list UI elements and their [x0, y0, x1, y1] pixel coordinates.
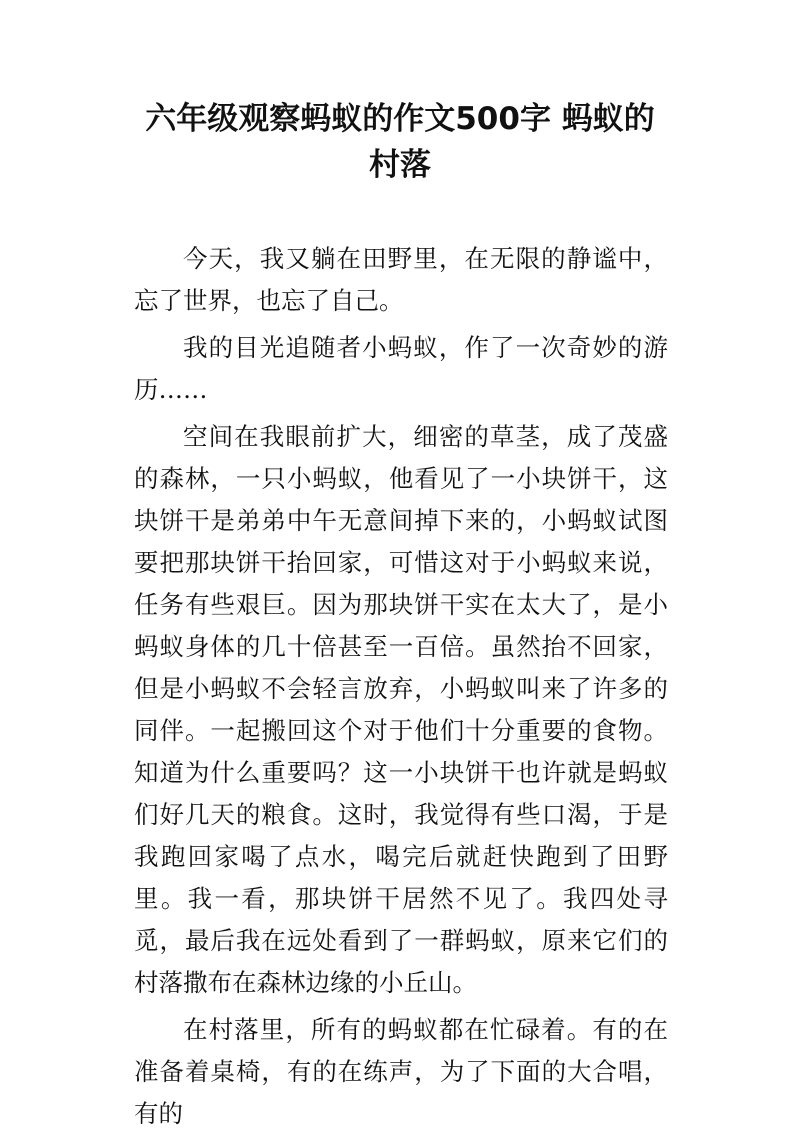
paragraph-1: 今天，我又躺在田野里，在无限的静谧中，忘了世界，也忘了自己。 — [134, 244, 668, 315]
paragraph-4: 在村落里，所有的蚂蚁都在忙碌着。有的在准备着桌椅，有的在练声，为了下面的大合唱，有的 — [134, 1015, 668, 1128]
document-body — [134, 238, 668, 1140]
paragraph-3: 空间在我眼前扩大，细密的草茎，成了茂盛的森林，一只小蚂蚁，他看见了一小块饼干，这块饼干是弟弟中午无意间掉下来的，小蚂蚁试图要把那块饼干抬回家，可惜这对于小蚂蚁来说，任务有些艰巨。因为那块饼干实在太大了，是小蚂蚁身体的几十倍甚至一百倍。虽然抬不回家，但是小蚂蚁不会轻言放弃，小蚂蚁叫来了许多的同伴。一起搬回这个对于他们十分重要的食物。知道为什么重要吗？这一小块饼干也许就是蚂蚁们好几天的粮食。这时，我觉得有些口渴，于是我跑回家喝了点水，喝完后就赶快跑到了田野里。我一看，那块饼干居然不见了。我四处寻觅，最后我在远处看到了一群蚂蚁，原来它们的村落撒布在森林边缘的小丘山。 — [134, 422, 668, 997]
title-line-2: 村落 — [369, 147, 431, 183]
title-line-1: 六年级观察蚂蚁的作文500字 蚂蚁的 — [145, 101, 655, 137]
document-title — [120, 96, 680, 188]
paragraph-2: 我的目光追随者小蚂蚁，作了一次奇妙的游历…… — [134, 333, 668, 404]
